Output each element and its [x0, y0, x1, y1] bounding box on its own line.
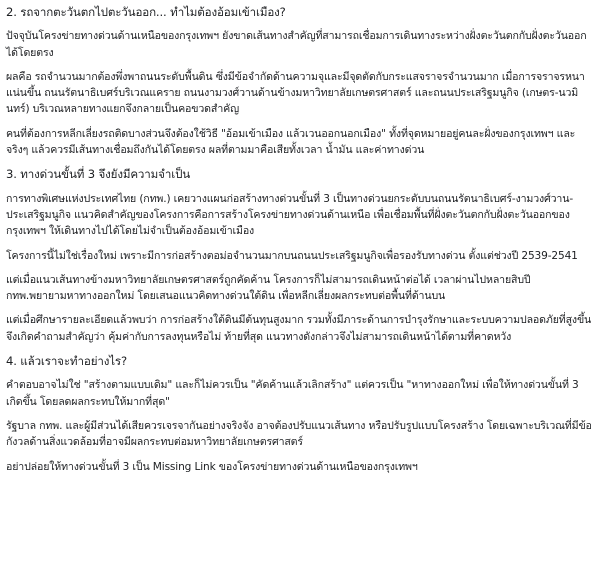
section-heading-4: 4. แล้วเราจะทำอย่างไร?	[6, 354, 127, 369]
paragraph: การทางพิเศษแห่งประเทศไทย (กทพ.) เคยวางแผนก่อสร้างทางด่วนขั้นที่ 3 เป็นทางด่วนยกระดับบนถนนรัตนาธิเบศร์-งามวงศ์วาน-ประเสริฐมนูกิจ แนวคิดสำคัญของโครงการคือการสร้างโครงข่ายทางด่วนด้านเหนือ เพื่อเชื่อมพื้นที่ฝั่งตะวันตกกับฝั่งตะวันออกของกรุงเทพฯ ให้เดินทางไปได้โดยไม่จำเป็นต้องอ้อมเข้าเมือง	[6, 192, 573, 238]
paragraph: อย่าปล่อยให้ทางด่วนขั้นที่ 3 เป็น Missing Link ของโครงข่ายทางด่วนด้านเหนือของกรุงเทพฯ	[6, 460, 418, 473]
paragraph: คำตอบอาจไม่ใช่ "สร้างตามแบบเดิม" และก็ไม่ควรเป็น "คัดค้านแล้วเลิกสร้าง" แต่ควรเป็น "หาทางออกใหม่ เพื่อให้ทางด่วนขั้นที่ 3 เกิดขึ้น โดยลดผลกระทบให้มากที่สุด"	[6, 379, 579, 408]
section-heading-3: 3. ทางด่วนขั้นที่ 3 จึงยังมีความจำเป็น	[6, 167, 191, 182]
paragraph: ผลคือ รถจำนวนมากต้องพึ่งพาถนนระดับพื้นดิน ซึ่งมีข้อจำกัดด้านความจุและมีจุดตัดกับกระแสจราจรจำนวนมาก เมื่อการจราจรหนาแน่นขึ้น ถนนรัตนาธิเบศร์บริเวณแคราย ถนนงามวงศ์วานด้านข้างมหาวิทยาลัยเกษตรศาสตร์ และถนนประเสริฐมนูกิจ (เกษตร-นวมินทร์) บริเวณหลายทางแยกจึงกลายเป็นคอขวดสำคัญ	[6, 70, 585, 116]
paragraph: ปัจจุบันโครงข่ายทางด่วนด้านเหนือของกรุงเทพฯ ยังขาดเส้นทางสำคัญที่สามารถเชื่อมการเดินทางระหว่างฝั่งตะวันตกกับฝั่งตะวันออกได้โดยตรง	[6, 30, 587, 59]
paragraph: โครงการนี้ไม่ใช่เรื่องใหม่ เพราะมีการก่อสร้างตอม่อจำนวนมากบนถนนประเสริฐมนูกิจเพื่อรองรับทางด่วน ตั้งแต่ช่วงปี 2539-2541	[6, 249, 578, 262]
paragraph: รัฐบาล กทพ. และผู้มีส่วนได้เสียควรเจรจากันอย่างจริงจัง อาจต้องปรับแนวเส้นทาง หรือปรับรูปแบบโครงสร้าง โดยเฉพาะบริเวณที่มีข้อกังวลด้านสิ่งแวดล้อมที่อาจมีผลกระทบต่อมหาวิทยาลัยเกษตรศาสตร์	[6, 419, 592, 449]
paragraph: คนที่ต้องการหลีกเลี่ยงรถติดบางส่วนจึงต้องใช้วิธี "อ้อมเข้าเมือง แล้วเวนออกนอกเมือง" ทั้งที่จุดหมายอยู่คนละฝั่งของกรุงเทพฯ และจริงๆ แล้วควรมีเส้นทางเชื่อมถึงกันได้โดยตรง ผลที่ตามมาคือเสียทั้งเวลา น้ำมัน และค่าทางด่วน	[6, 127, 576, 157]
paragraph: แต่เมื่อศึกษารายละเอียดแล้วพบว่า การก่อสร้างใต้ดินมีต้นทุนสูงมาก รวมทั้งมีภาระด้านการบำรุงรักษาและระบบความปลอดภัยที่สูงขึ้น จึงเกิดคำถามสำคัญว่า คุ้มค่ากับการลงทุนหรือไม่ ท้ายที่สุด แนวทางดังกล่าวจึงไม่สามารถเดินหน้าได้ตามที่คาดหวัง	[6, 314, 592, 343]
paragraph: แต่เมื่อแนวเส้นทางข้างมหาวิทยาลัยเกษตรศาสตร์ถูกคัดค้าน โครงการก็ไม่สามารถเดินหน้าต่อได้ เวลาผ่านไปหลายสิบปี กทพ.พยายามหาทางออกใหม่ โดยเสนอแนวคิดทางด่วนใต้ดิน เพื่อหลีกเลี่ยงผลกระทบต่อพื้นที่ด้านบน	[6, 273, 531, 303]
section-heading-2: 2. รถจากตะวันตกไปตะวันออก... ทำไมต้องอ้อมเข้าเมือง?	[6, 5, 286, 19]
